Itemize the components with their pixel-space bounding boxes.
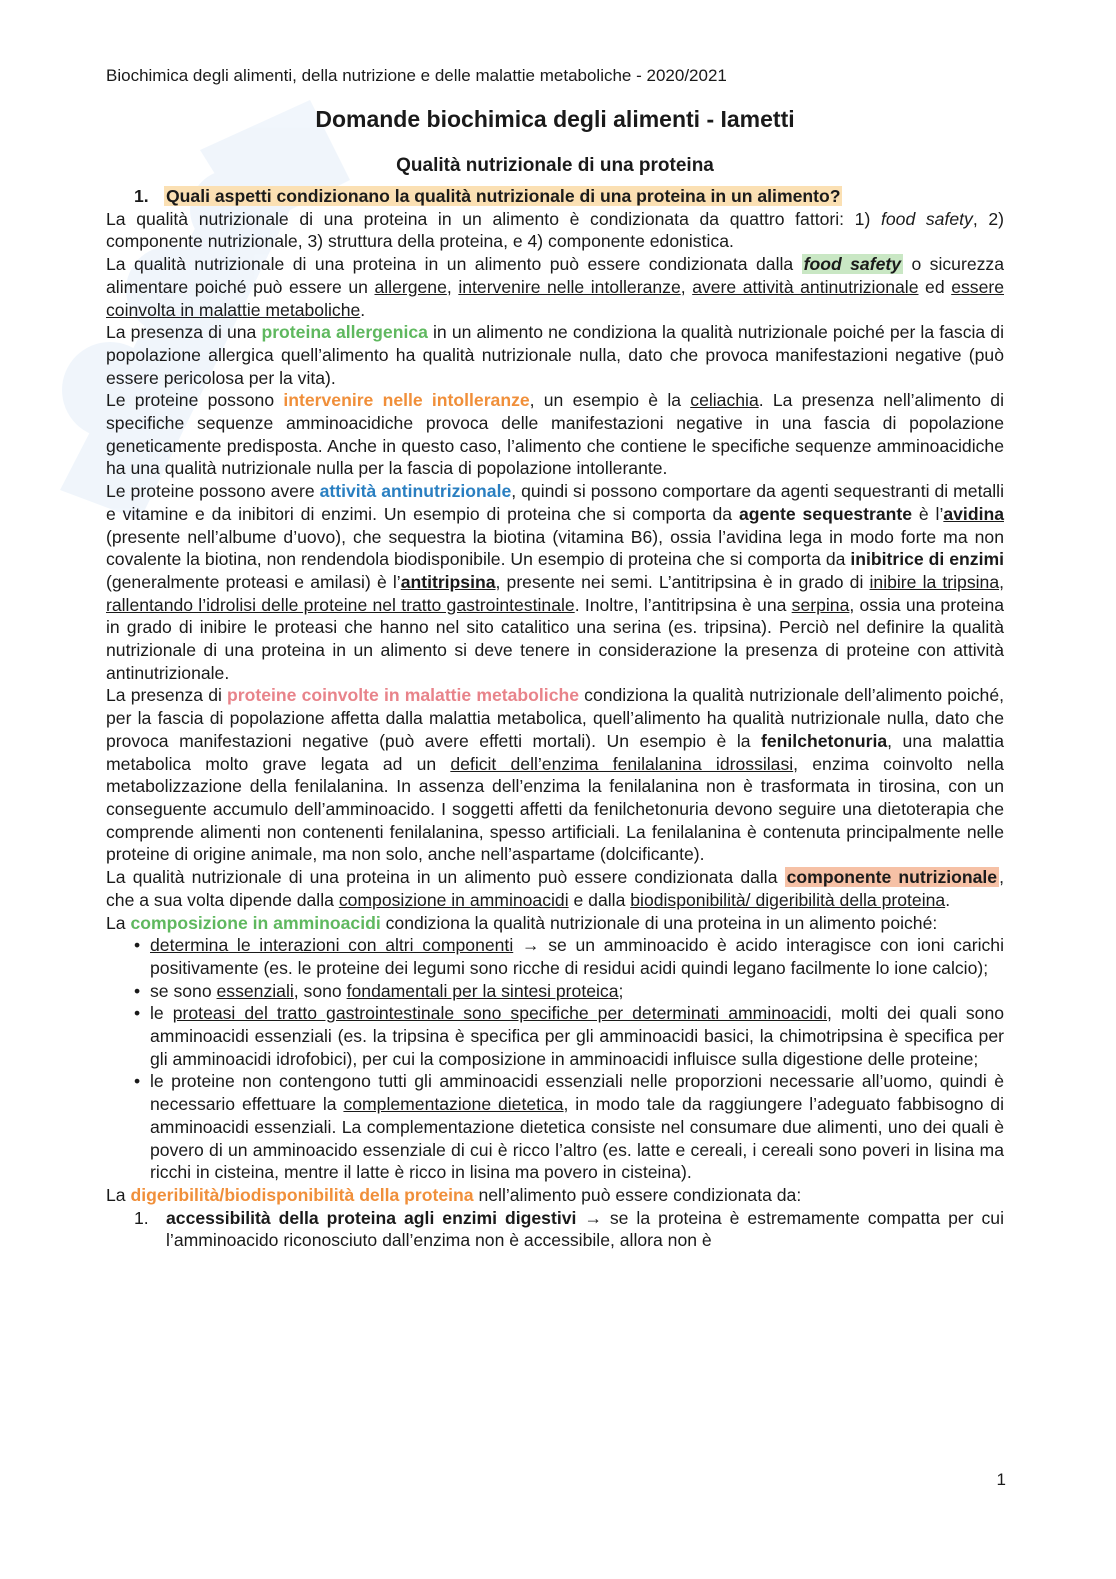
bold-term: inibitrice di enzimi bbox=[850, 549, 1005, 570]
text-run: in un alimento ne condiziona la qualità nutrizionale poiché per la fascia di popolazione allergica quell’alimento ha qualità nutrizionale nulla, dato che provoca manifestazioni negative (può essere pericolosa per la vita). bbox=[106, 322, 1004, 388]
text-run: condiziona la qualità nutrizionale di una proteina in un alimento poiché: bbox=[380, 912, 938, 933]
underlined-term: essenziali bbox=[216, 980, 294, 1001]
text-run: , in modo tale da raggiungere l’adeguato fabbisogno di amminoacidi essenziali. La complementazione dietetica consiste nel consumare due alimenti, uno dei quali è povero di un amminoacido essenziale di cui è ricco l’altro (es. latte e cereali, i cereali sono poveri in lisina ma ricchi in cisteina, mentre il latte è ricco in lisina ma povero in cisteina). bbox=[150, 1094, 1004, 1183]
text-run: . bbox=[360, 299, 366, 320]
paragraph-intro bbox=[106, 208, 1004, 253]
text-run: nell’alimento può essere condizionata da: bbox=[473, 1184, 802, 1205]
question-text: Quali aspetti condizionano la qualità nutrizionale di una proteina in un alimento? bbox=[166, 186, 841, 206]
underlined-term: biodisponibilità/ digeribilità della proteina bbox=[630, 889, 946, 910]
list-item bbox=[134, 1002, 1004, 1070]
bold-term: fenilchetonuria bbox=[761, 730, 888, 751]
text-run: ed bbox=[918, 276, 952, 297]
text-run: La presenza di una bbox=[106, 322, 262, 343]
paragraph-amino-composition bbox=[106, 912, 1004, 935]
text-run: → se la proteina è estremamente compatta per cui l’amminoacido riconosciuto dall’enzima non è accessibile, allora non è bbox=[166, 1207, 1004, 1251]
bold-underlined-term: avidina bbox=[943, 503, 1004, 524]
text-run: , bbox=[446, 276, 459, 297]
underlined-term: essere coinvolta in malattie metaboliche bbox=[106, 276, 1004, 320]
paragraph-digestibility bbox=[106, 1184, 1004, 1207]
text-run: , che a sua volta dipende dalla bbox=[106, 867, 1004, 910]
text-run: La bbox=[106, 912, 131, 933]
list-item bbox=[134, 1070, 1004, 1184]
underlined-term: celiachia bbox=[690, 390, 759, 411]
underlined-term: intervenire nelle intolleranze bbox=[458, 276, 681, 297]
text-run: La presenza di bbox=[106, 685, 228, 706]
bold-term: agente sequestrante bbox=[738, 503, 913, 524]
text-run: condiziona la qualità nutrizionale dell’alimento poiché, per la fascia di popolazione affetta dalla malattia metabolica, quell’alimento ha qualità nutrizionale nulla, dato che provoca manifestazioni negative (può avere effetti mortali). Un esempio è la bbox=[106, 685, 1004, 751]
text-run: o sicurezza alimentare poiché può essere un bbox=[106, 254, 1004, 297]
paragraph-intolerance bbox=[106, 389, 1004, 480]
bold-term: accessibilità della proteina agli enzimi digestivi bbox=[166, 1207, 577, 1228]
text-run-italic: food safety bbox=[880, 208, 973, 229]
list-item bbox=[134, 934, 1004, 979]
text-run: La qualità nutrizionale di una proteina in un alimento è condizionata da quattro fattori: 1) bbox=[106, 208, 881, 229]
keyword-blue: attività antinutrizionale bbox=[319, 481, 512, 502]
text-run: Le proteine possono bbox=[106, 390, 284, 411]
underlined-term: complementazione dietetica bbox=[343, 1094, 564, 1115]
text-run: , molti dei quali sono amminoacidi essenziali (es. la tripsina è specifica per gli amminoacidi basici, la chimotripsina è specifica per gli amminoacidi idrofobici), per cui la composizione in amminoacidi influisce sulla digestione delle proteine; bbox=[150, 1003, 1005, 1069]
paragraph-antinutritional bbox=[106, 480, 1004, 684]
text-run: La qualità nutrizionale di una proteina in un alimento può essere condizionata dalla bbox=[106, 867, 785, 888]
bold-underlined-term: antitripsina bbox=[400, 571, 496, 592]
paragraph-metabolic bbox=[106, 684, 1004, 866]
underlined-term: inibire la tripsina, rallentando l’idrolisi delle proteine nel tratto gastrointestinale bbox=[106, 571, 1005, 615]
underlined-term: proteasi del tratto gastrointestinale sono specifiche per determinati amminoacidi bbox=[172, 1003, 827, 1024]
underlined-term: deficit dell’enzima fenilalanina idrossilasi bbox=[450, 753, 794, 774]
underlined-term: composizione in amminoacidi bbox=[338, 889, 569, 910]
text-run: ; bbox=[618, 980, 624, 1001]
paragraph-allergenic bbox=[106, 321, 1004, 389]
text-run: La qualità nutrizionale di una proteina in un alimento può essere condizionata dalla bbox=[106, 254, 802, 275]
text-run: , una malattia metabolica molto grave legata ad un bbox=[106, 730, 1004, 774]
keyword-green: composizione in amminoacidi bbox=[130, 912, 381, 933]
text-run: Le proteine possono avere bbox=[106, 481, 320, 502]
text-run: , sono bbox=[293, 980, 347, 1001]
paragraph-nutritional-component bbox=[106, 866, 1004, 911]
section-title: Qualità nutrizionale di una proteina bbox=[396, 155, 714, 176]
list-item bbox=[134, 1207, 1004, 1252]
keyword-orange: digeribilità/biodisponibilità della proteina bbox=[130, 1184, 474, 1205]
text-run: , bbox=[680, 276, 693, 297]
underlined-term: fondamentali per la sintesi proteica bbox=[346, 980, 619, 1001]
text-run: , quindi si possono comportare da agenti sequestranti di metalli e vitamine e da inibitori di enzimi. Un esempio di proteina che si comporta da bbox=[106, 481, 1004, 524]
text-run: → se un amminoacido è acido interagisce con ioni carichi positivamente (es. le proteine dei legumi sono ricche di residui acidi quindi legano facilmente lo ione calcio); bbox=[150, 935, 1004, 978]
question-number: 1. bbox=[134, 186, 149, 206]
text-run: è l’ bbox=[912, 503, 944, 524]
page-header: Biochimica degli alimenti, della nutrizione e delle malattie metaboliche - 2020/2021 bbox=[106, 66, 727, 85]
text-run: . La presenza nell’alimento di specifiche sequenze amminoacidiche provoca delle manifestazioni negative in una fascia di popolazione geneticamente predisposta. Anche in questo caso, l’alimento che contiene le specifiche sequenze amminoacidiche ha una qualità nutrizionale nulla per la fascia di popolazione intollerante. bbox=[106, 390, 1004, 479]
underlined-term: avere attività antinutrizionale bbox=[692, 276, 919, 297]
underlined-term: determina le interazioni con altri componenti bbox=[150, 935, 514, 956]
paragraph-food-safety bbox=[106, 253, 1004, 321]
text-run: se sono bbox=[150, 980, 217, 1001]
text-run: , enzima coinvolto nella metabolizzazione della fenilalanina. In assenza dell’enzima la fenilalanina non è trasformata in tirosina, con un conseguente accumulo dell’amminoacido. I soggetti affetti da fenilchetonuria devono seguire una dietoterapia che comprende alimenti non contenenti fenilalanina, spesso artificiali. La fenilalanina è contenuta principalmente nelle proteine di origine animale, ma non solo, anche nell’aspartame (dolcificante). bbox=[106, 753, 1004, 865]
page-number: 1 bbox=[996, 1470, 1006, 1489]
list-item bbox=[134, 980, 1004, 1003]
keyword-green: proteina allergenica bbox=[261, 322, 428, 343]
text-run: le proteine non contengono tutti gli amminoacidi essenziali nelle proporzioni necessarie all’uomo, quindi è necessario effettuare la bbox=[150, 1071, 1004, 1115]
text-run: . bbox=[945, 889, 951, 910]
bullet-list bbox=[106, 934, 1004, 1184]
keyword-orange: intervenire nelle intolleranze bbox=[283, 390, 530, 411]
item-number: 1. bbox=[134, 1207, 149, 1228]
numbered-list bbox=[106, 1207, 1004, 1252]
text-run: e dalla bbox=[568, 889, 631, 910]
text-run: La bbox=[106, 1184, 131, 1205]
text-run: . Inoltre, l’antitripsina è una bbox=[574, 594, 792, 615]
question-1 bbox=[106, 185, 1004, 208]
keyword-pink: proteine coinvolte in malattie metaboliche bbox=[227, 685, 580, 706]
text-run: , 2) componente nutrizionale, 3) struttura della proteina, e 4) componente edonistica. bbox=[106, 208, 1005, 252]
highlight-nutritional-component: componente nutrizionale bbox=[786, 867, 998, 888]
text-run: , ossia una proteina in grado di inibire le proteasi che hanno nel sito catalitico una serina (es. tripsina). Perciò nel definire la qualità nutrizionale di una proteina in un alimento si deve tenere in considerazione la presenza di proteine con attività antinutrizionale. bbox=[106, 594, 1005, 683]
text-run: , presente nei semi. L’antitripsina è in grado di bbox=[495, 571, 870, 592]
document-title: Domande biochimica degli alimenti - Iametti bbox=[315, 106, 795, 132]
underlined-term: allergene bbox=[374, 276, 447, 297]
text-run: (generalmente proteasi e amilasi) è l’ bbox=[106, 571, 401, 592]
text-run: le bbox=[150, 1003, 173, 1024]
text-run: , un esempio è la bbox=[529, 390, 691, 411]
highlight-food-safety: food safety bbox=[803, 254, 902, 275]
document-body bbox=[106, 185, 1004, 1252]
text-run: (presente nell’albume d’uovo), che sequestra la biotina (vitamina B6), ossia l’avidina lega in modo forte ma non covalente la biotina, non rendendola biodisponibile. Un esempio di proteina che si comporta da bbox=[106, 526, 1004, 570]
underlined-term: serpina bbox=[791, 594, 850, 615]
